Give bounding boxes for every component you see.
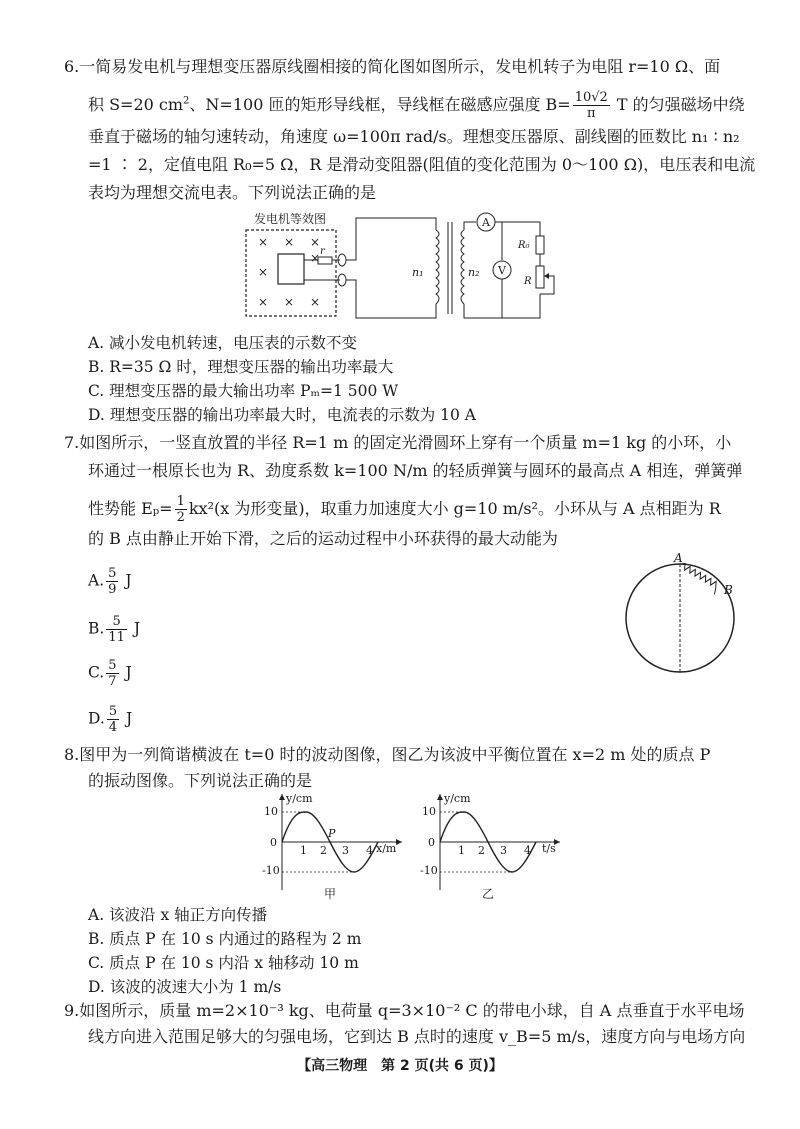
q8-option-a: A. 该波沿 x 轴正方向传播 [88, 906, 268, 924]
q6-line-1: 6.一简易发电机与理想变压器原线圈相接的简化图如图所示，发电机转子为电阻 r=10 Ω、面 [64, 57, 721, 76]
svg-text:×: × [258, 265, 269, 279]
svg-text:甲: 甲 [324, 887, 337, 900]
svg-text:0: 0 [270, 836, 277, 849]
svg-text:4: 4 [524, 844, 531, 857]
svg-text:-10: -10 [262, 864, 280, 877]
q8-line-2: 的振动图像。下列说法正确的是 [88, 771, 313, 790]
q9-line-1: 9.如图所示，质量 m=2×10⁻³ kg、电荷量 q=3×10⁻² C 的带电小球，自 A 点垂直于水平电场 [64, 1001, 745, 1020]
q6-line-4: =1 ∶ 2，定值电阻 R₀=5 Ω，R 是滑动变阻器(阻值的变化范围为 0～100 Ω)，电压表和电流 [88, 155, 756, 174]
svg-text:-10: -10 [420, 864, 438, 877]
svg-text:t/s: t/s [542, 842, 556, 855]
q6-line-2: 积 S=20 $cm^2$、N=100 匝的矩形导线框，导线框在磁感应强度 B= $\frac{10√2}{\pi}$ T 的匀强磁场中绕 [88, 90, 745, 121]
svg-text:2: 2 [478, 844, 485, 857]
q6-b-fraction: $\frac{10√2}{\pi}$ [574, 90, 608, 121]
q6-line-3: 垂直于磁场的轴匀速转动，角速度 ω=100π rad/s。理想变压器原、副线圈的匝数比 n₁ ∶ n₂ [88, 127, 740, 146]
q7-option-c: C. $\frac{5}{7}$ J [88, 658, 132, 689]
q8-option-b: B. 质点 P 在 10 s 内通过的路程为 2 m [88, 930, 362, 948]
q8-graph-jia [262, 790, 412, 900]
q7-line-2: 环通过一根原长也为 R、劲度系数 k=100 N/m 的轻质弹簧与圆环的最高点 A 相连，弹簧弹 [88, 461, 743, 480]
q7-option-b: B. $\frac{5}{11}$ J [88, 614, 141, 645]
svg-text:n₂: n₂ [468, 266, 480, 279]
magnetic-field-crosses [258, 235, 320, 309]
svg-text:×: × [310, 235, 321, 249]
q8-option-c: C. 质点 P 在 10 s 内沿 x 轴移动 10 m [88, 954, 359, 972]
generator-caption: 发电机等效图 [254, 212, 327, 226]
svg-text:4: 4 [366, 844, 373, 857]
svg-text:×: × [310, 251, 321, 265]
q7-option-a: A. $\frac{5}{9}$ J [88, 566, 132, 597]
q8-line-1: 8.图甲为一列简谐横波在 t=0 时的波动图像，图乙为该波中平衡位置在 x=2 m 处的质点 P [64, 745, 711, 764]
svg-text:y/cm: y/cm [444, 792, 471, 805]
q6-option-c: C. 理想变压器的最大输出功率 Pₘ=1 500 W [88, 382, 399, 400]
svg-text:10: 10 [264, 805, 278, 818]
svg-text:R₀: R₀ [518, 240, 530, 251]
svg-text:10: 10 [422, 805, 436, 818]
svg-text:0: 0 [428, 836, 435, 849]
svg-text:3: 3 [500, 844, 507, 857]
page-footer: 【高三物理 第 2 页(共 6 页)】 [297, 1058, 503, 1074]
q8-graph-yi [420, 790, 570, 900]
svg-text:x/m: x/m [376, 842, 397, 855]
svg-text:1: 1 [458, 844, 465, 857]
svg-text:2: 2 [320, 844, 327, 857]
q7-half-fraction: $\frac{1}{2}$ [176, 494, 185, 525]
rotor-coil [278, 254, 304, 284]
q7-line-3: 性势能 Eₚ= $\frac{1}{2}$ kx²(x 为形变量)，取重力加速度大小 g=10 m/s²。小环从与 A 点相距为 R [88, 494, 721, 525]
svg-text:B: B [724, 583, 733, 597]
svg-text:×: × [258, 235, 269, 249]
q6-line-5: 表均为理想交流电表。下列说法正确的是 [88, 183, 377, 202]
q7-line-4: 的 B 点由静止开始下滑，之后的运动过程中小环获得的最大动能为 [88, 529, 558, 548]
q6-option-b: B. R=35 Ω 时，理想变压器的输出功率最大 [88, 358, 394, 376]
svg-text:r: r [320, 246, 325, 257]
svg-text:y/cm: y/cm [286, 792, 313, 805]
svg-text:R: R [524, 276, 532, 287]
svg-text:×: × [258, 295, 269, 309]
svg-text:n₁: n₁ [412, 266, 424, 279]
svg-text:V: V [498, 264, 506, 277]
q9-line-2: 线方向进入范围足够大的匀强电场，它到达 B 点时的速度 v_B=5 m/s，速度方向与电场方向 [88, 1027, 746, 1046]
svg-text:×: × [284, 235, 295, 249]
q6-option-d: D. 理想变压器的输出功率最大时，电流表的示数为 10 A [88, 406, 477, 424]
q6-option-a: A. 减小发电机转速，电压表的示数不变 [88, 334, 358, 352]
svg-text:×: × [310, 295, 321, 309]
svg-text:乙: 乙 [482, 887, 495, 900]
svg-text:P: P [328, 827, 336, 840]
svg-text:A: A [482, 216, 490, 229]
svg-text:A: A [674, 552, 683, 565]
primary-coil [436, 230, 439, 304]
q7-line-1: 7.如图所示，一竖直放置的半径 R=1 m 的固定光滑圆环上穿有一个质量 m=1 kg 的小环，小 [64, 433, 732, 452]
rheostat-r [536, 266, 544, 288]
resistor-r [318, 257, 332, 264]
svg-text:3: 3 [342, 844, 349, 857]
q6-circuit-figure [240, 208, 560, 326]
svg-text:1: 1 [300, 844, 307, 857]
svg-text:×: × [284, 295, 295, 309]
q7-option-d: D. $\frac{5}{4}$ J [88, 704, 133, 735]
q8-option-d: D. 该波的波速大小为 1 m/s [88, 978, 282, 996]
resistor-r0 [536, 236, 544, 254]
q7-ring-figure [620, 552, 750, 682]
secondary-coil [461, 230, 464, 304]
